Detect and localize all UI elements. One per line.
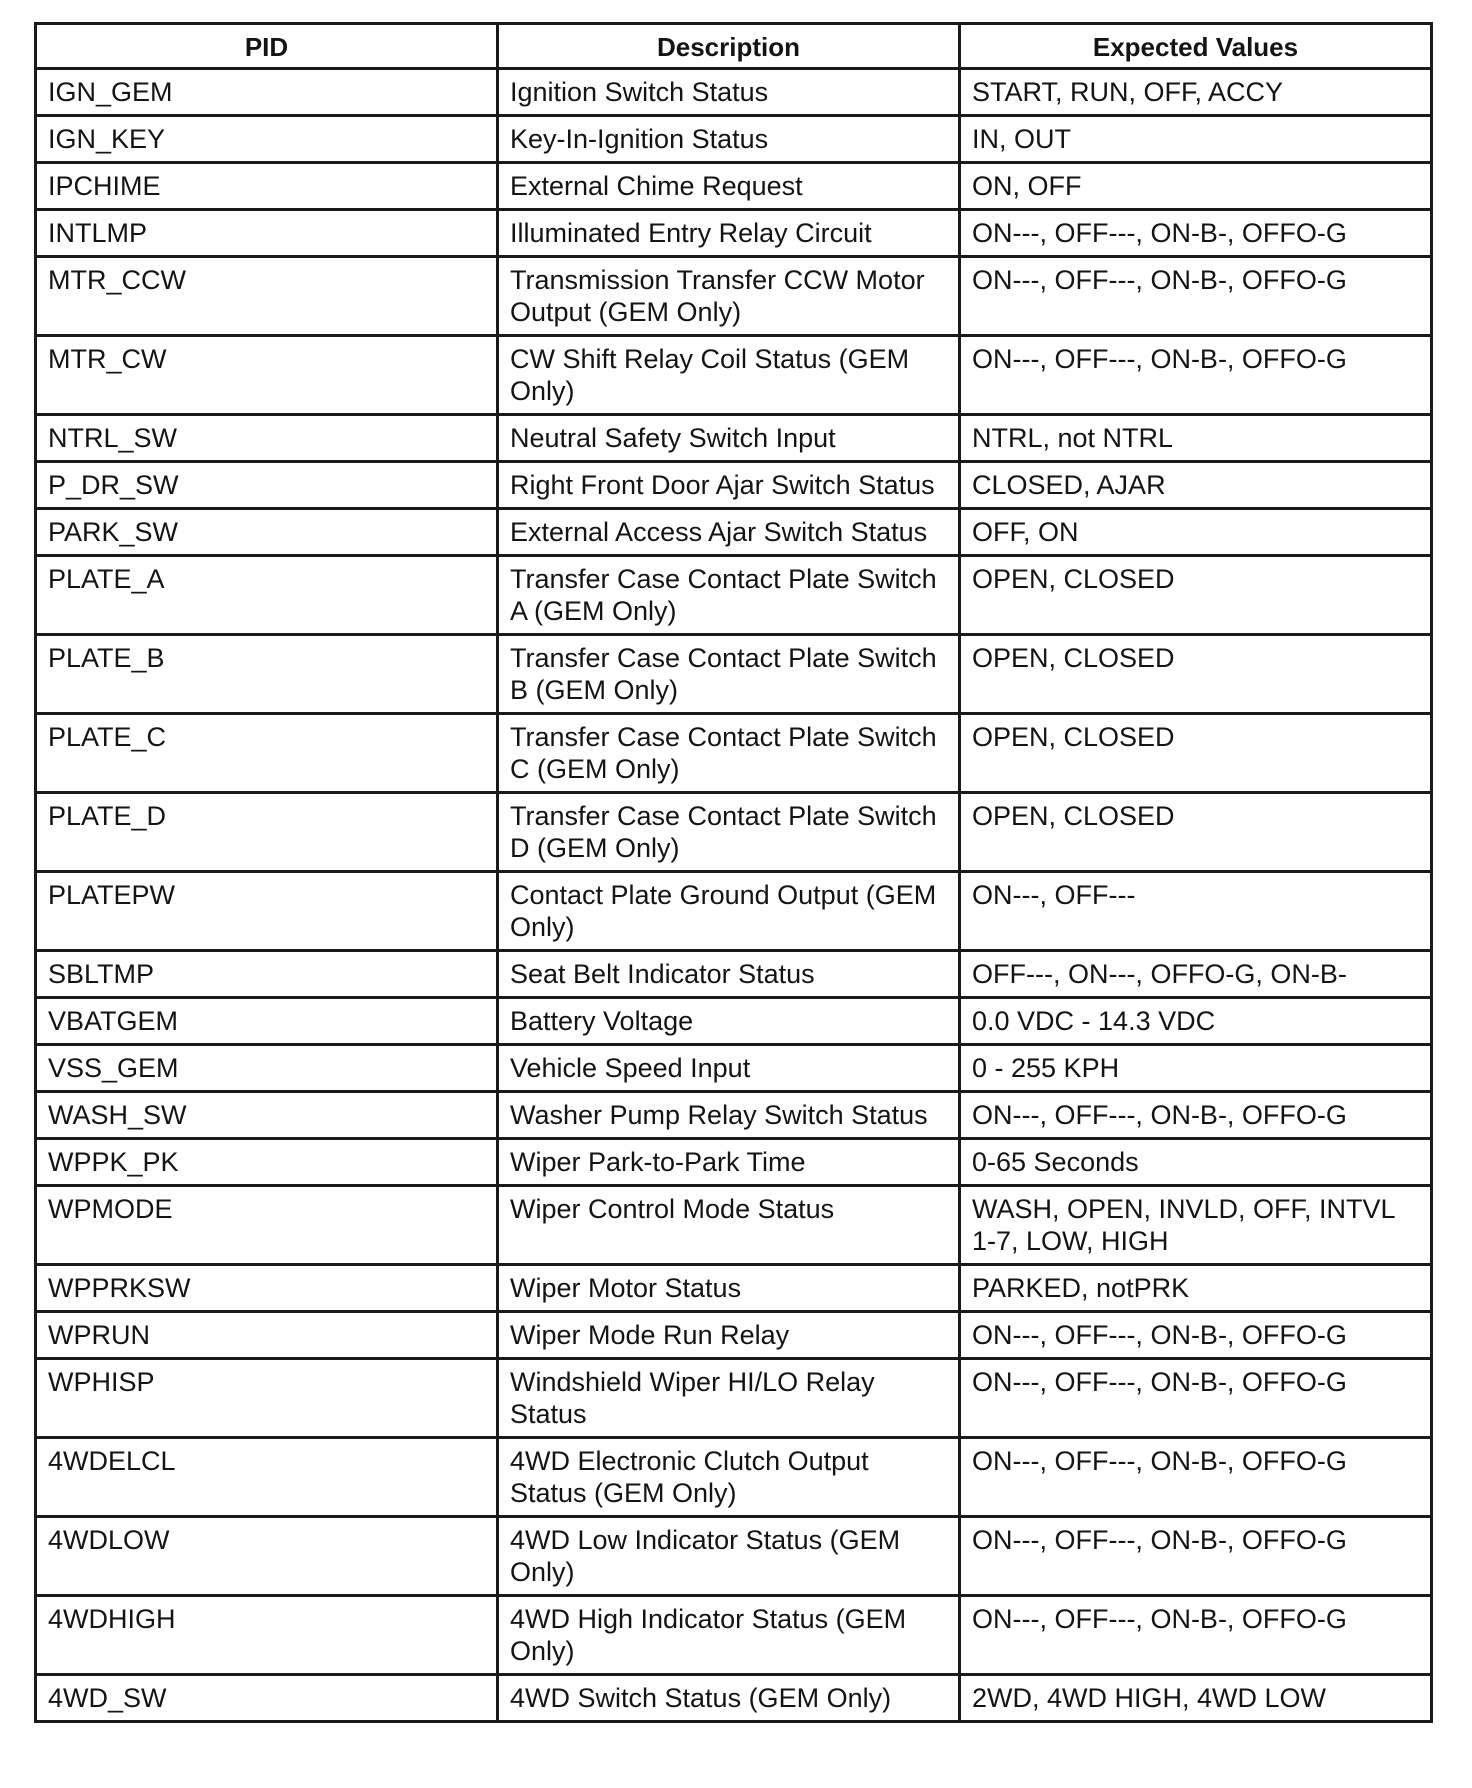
table-row [36,210,1432,257]
cell-expected-values: OPEN, CLOSED [960,556,1432,635]
cell-description: Transfer Case Contact Plate Switch A (GEM Only) [498,556,960,635]
table-row [36,872,1432,951]
cell-pid: 4WD_SW [36,1675,498,1722]
cell-description: Windshield Wiper HI/LO Relay Status [498,1359,960,1438]
cell-pid: PLATEPW [36,872,498,951]
cell-description: Ignition Switch Status [498,69,960,116]
table-row [36,793,1432,872]
table-row [36,1186,1432,1265]
cell-expected-values: ON---, OFF---, ON-B-, OFFO-G [960,1359,1432,1438]
cell-pid: IPCHIME [36,163,498,210]
table-row [36,1596,1432,1675]
table-row [36,509,1432,556]
cell-description: 4WD High Indicator Status (GEM Only) [498,1596,960,1675]
cell-description: Wiper Mode Run Relay [498,1312,960,1359]
table-row [36,415,1432,462]
cell-expected-values: ON---, OFF---, ON-B-, OFFO-G [960,1596,1432,1675]
cell-description: Transfer Case Contact Plate Switch B (GEM Only) [498,635,960,714]
cell-expected-values: 0-65 Seconds [960,1139,1432,1186]
cell-expected-values: OFF---, ON---, OFFO-G, ON-B- [960,951,1432,998]
cell-pid: PLATE_D [36,793,498,872]
pid-table [34,22,1433,1723]
cell-pid: 4WDLOW [36,1517,498,1596]
cell-pid: WPPRKSW [36,1265,498,1312]
cell-description: Vehicle Speed Input [498,1045,960,1092]
table-row [36,69,1432,116]
cell-pid: WASH_SW [36,1092,498,1139]
cell-expected-values: 2WD, 4WD HIGH, 4WD LOW [960,1675,1432,1722]
table-row [36,336,1432,415]
table-row [36,951,1432,998]
cell-pid: PLATE_C [36,714,498,793]
cell-pid: WPPK_PK [36,1139,498,1186]
cell-expected-values: ON---, OFF---, ON-B-, OFFO-G [960,1438,1432,1517]
cell-pid: INTLMP [36,210,498,257]
cell-pid: MTR_CCW [36,257,498,336]
table-row [36,1517,1432,1596]
header-description: Description [498,24,960,69]
cell-description: Battery Voltage [498,998,960,1045]
cell-expected-values: WASH, OPEN, INVLD, OFF, INTVL 1-7, LOW, HIGH [960,1186,1432,1265]
table-row [36,257,1432,336]
cell-expected-values: CLOSED, AJAR [960,462,1432,509]
cell-pid: 4WDELCL [36,1438,498,1517]
cell-pid: P_DR_SW [36,462,498,509]
cell-description: 4WD Electronic Clutch Output Status (GEM Only) [498,1438,960,1517]
cell-expected-values: OPEN, CLOSED [960,793,1432,872]
cell-description: Wiper Park-to-Park Time [498,1139,960,1186]
cell-pid: WPHISP [36,1359,498,1438]
table-row [36,1359,1432,1438]
table-row [36,1265,1432,1312]
table-row [36,1139,1432,1186]
cell-description: 4WD Low Indicator Status (GEM Only) [498,1517,960,1596]
table-row [36,635,1432,714]
cell-expected-values: ON---, OFF---, ON-B-, OFFO-G [960,336,1432,415]
cell-description: Neutral Safety Switch Input [498,415,960,462]
cell-expected-values: 0 - 255 KPH [960,1045,1432,1092]
cell-description: CW Shift Relay Coil Status (GEM Only) [498,336,960,415]
cell-expected-values: ON---, OFF---, ON-B-, OFFO-G [960,210,1432,257]
cell-description: Transfer Case Contact Plate Switch D (GEM Only) [498,793,960,872]
table-row [36,998,1432,1045]
cell-expected-values: ON---, OFF---, ON-B-, OFFO-G [960,1517,1432,1596]
cell-pid: 4WDHIGH [36,1596,498,1675]
header-pid: PID [36,24,498,69]
cell-expected-values: ON---, OFF---, ON-B-, OFFO-G [960,1092,1432,1139]
cell-expected-values: NTRL, not NTRL [960,415,1432,462]
cell-expected-values: OPEN, CLOSED [960,714,1432,793]
cell-pid: WPMODE [36,1186,498,1265]
table-row [36,1675,1432,1722]
cell-expected-values: OFF, ON [960,509,1432,556]
table-row [36,556,1432,635]
cell-description: External Chime Request [498,163,960,210]
table-row [36,1092,1432,1139]
cell-pid: VBATGEM [36,998,498,1045]
cell-description: Wiper Control Mode Status [498,1186,960,1265]
cell-pid: PLATE_B [36,635,498,714]
cell-description: 4WD Switch Status (GEM Only) [498,1675,960,1722]
cell-description: Transfer Case Contact Plate Switch C (GEM Only) [498,714,960,793]
cell-description: Key-In-Ignition Status [498,116,960,163]
table-header-row [36,24,1432,69]
table-row [36,1312,1432,1359]
cell-description: Illuminated Entry Relay Circuit [498,210,960,257]
cell-pid: MTR_CW [36,336,498,415]
header-expected-values: Expected Values [960,24,1432,69]
cell-pid: IGN_KEY [36,116,498,163]
cell-pid: VSS_GEM [36,1045,498,1092]
table-row [36,163,1432,210]
table-row [36,116,1432,163]
cell-description: Right Front Door Ajar Switch Status [498,462,960,509]
cell-expected-values: PARKED, notPRK [960,1265,1432,1312]
cell-expected-values: 0.0 VDC - 14.3 VDC [960,998,1432,1045]
table-row [36,1438,1432,1517]
cell-expected-values: START, RUN, OFF, ACCY [960,69,1432,116]
table-body [36,69,1432,1722]
cell-description: Contact Plate Ground Output (GEM Only) [498,872,960,951]
cell-pid: SBLTMP [36,951,498,998]
cell-pid: PLATE_A [36,556,498,635]
cell-pid: NTRL_SW [36,415,498,462]
cell-expected-values: ON, OFF [960,163,1432,210]
cell-expected-values: ON---, OFF---, ON-B-, OFFO-G [960,257,1432,336]
table-row [36,714,1432,793]
cell-description: Washer Pump Relay Switch Status [498,1092,960,1139]
cell-description: Seat Belt Indicator Status [498,951,960,998]
cell-expected-values: OPEN, CLOSED [960,635,1432,714]
cell-pid: IGN_GEM [36,69,498,116]
table-row [36,1045,1432,1092]
cell-description: External Access Ajar Switch Status [498,509,960,556]
cell-expected-values: ON---, OFF---, ON-B-, OFFO-G [960,1312,1432,1359]
table-row [36,462,1432,509]
cell-description: Transmission Transfer CCW Motor Output (GEM Only) [498,257,960,336]
cell-pid: WPRUN [36,1312,498,1359]
cell-expected-values: IN, OUT [960,116,1432,163]
cell-pid: PARK_SW [36,509,498,556]
cell-expected-values: ON---, OFF--- [960,872,1432,951]
cell-description: Wiper Motor Status [498,1265,960,1312]
